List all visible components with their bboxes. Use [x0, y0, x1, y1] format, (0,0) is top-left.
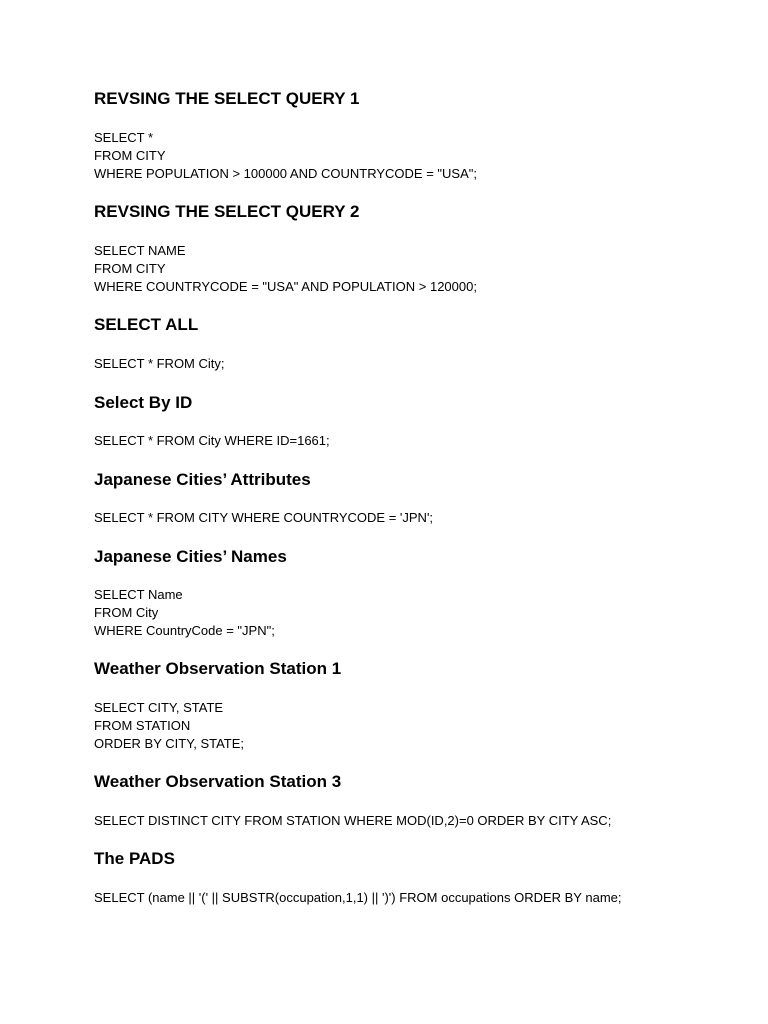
sql-line: SELECT * FROM CITY WHERE COUNTRYCODE = 'JPN';: [94, 510, 434, 525]
section-heading: Japanese Cities’ Names: [94, 547, 287, 566]
section-heading: SELECT ALL: [94, 315, 199, 334]
section-heading: Japanese Cities’ Attributes: [94, 470, 311, 489]
sql-line: SELECT Name: [94, 587, 183, 602]
sql-line: WHERE CountryCode = "JPN";: [94, 623, 275, 638]
sql-line: SELECT CITY, STATE: [94, 700, 224, 715]
sql-line: ORDER BY CITY, STATE;: [94, 736, 245, 751]
sql-code-block: [94, 129, 477, 183]
sql-code-block: [94, 889, 622, 907]
section-heading: The PADS: [94, 849, 175, 868]
sql-line: SELECT * FROM City WHERE ID=1661;: [94, 433, 330, 448]
section-heading: Weather Observation Station 3: [94, 772, 342, 791]
sql-line: FROM CITY: [94, 261, 166, 276]
sql-line: SELECT *: [94, 130, 154, 145]
sql-code-block: [94, 509, 433, 527]
sql-line: WHERE COUNTRYCODE = "USA" AND POPULATION > 120000;: [94, 279, 477, 294]
sql-code-block: [94, 586, 275, 640]
sql-line: SELECT * FROM City;: [94, 356, 225, 371]
section-heading: REVSING THE SELECT QUERY 1: [94, 89, 360, 108]
sql-code-block: [94, 242, 477, 296]
section-heading: REVSING THE SELECT QUERY 2: [94, 202, 360, 221]
sql-code-block: [94, 432, 330, 450]
sql-code-block: [94, 812, 611, 830]
sql-code-block: [94, 699, 244, 753]
section-heading: Weather Observation Station 1: [94, 659, 342, 678]
sql-line: SELECT (name || '(' || SUBSTR(occupation,1,1) || ')') FROM occupations ORDER BY name;: [94, 890, 622, 905]
sql-line: SELECT DISTINCT CITY FROM STATION WHERE MOD(ID,2)=0 ORDER BY CITY ASC;: [94, 813, 612, 828]
section-heading: Select By ID: [94, 393, 193, 412]
sql-line: SELECT NAME: [94, 243, 186, 258]
sql-line: FROM City: [94, 605, 159, 620]
sql-line: FROM STATION: [94, 718, 191, 733]
sql-line: WHERE POPULATION > 100000 AND COUNTRYCODE = "USA";: [94, 166, 477, 181]
sql-code-block: [94, 355, 225, 373]
sql-line: FROM CITY: [94, 148, 166, 163]
